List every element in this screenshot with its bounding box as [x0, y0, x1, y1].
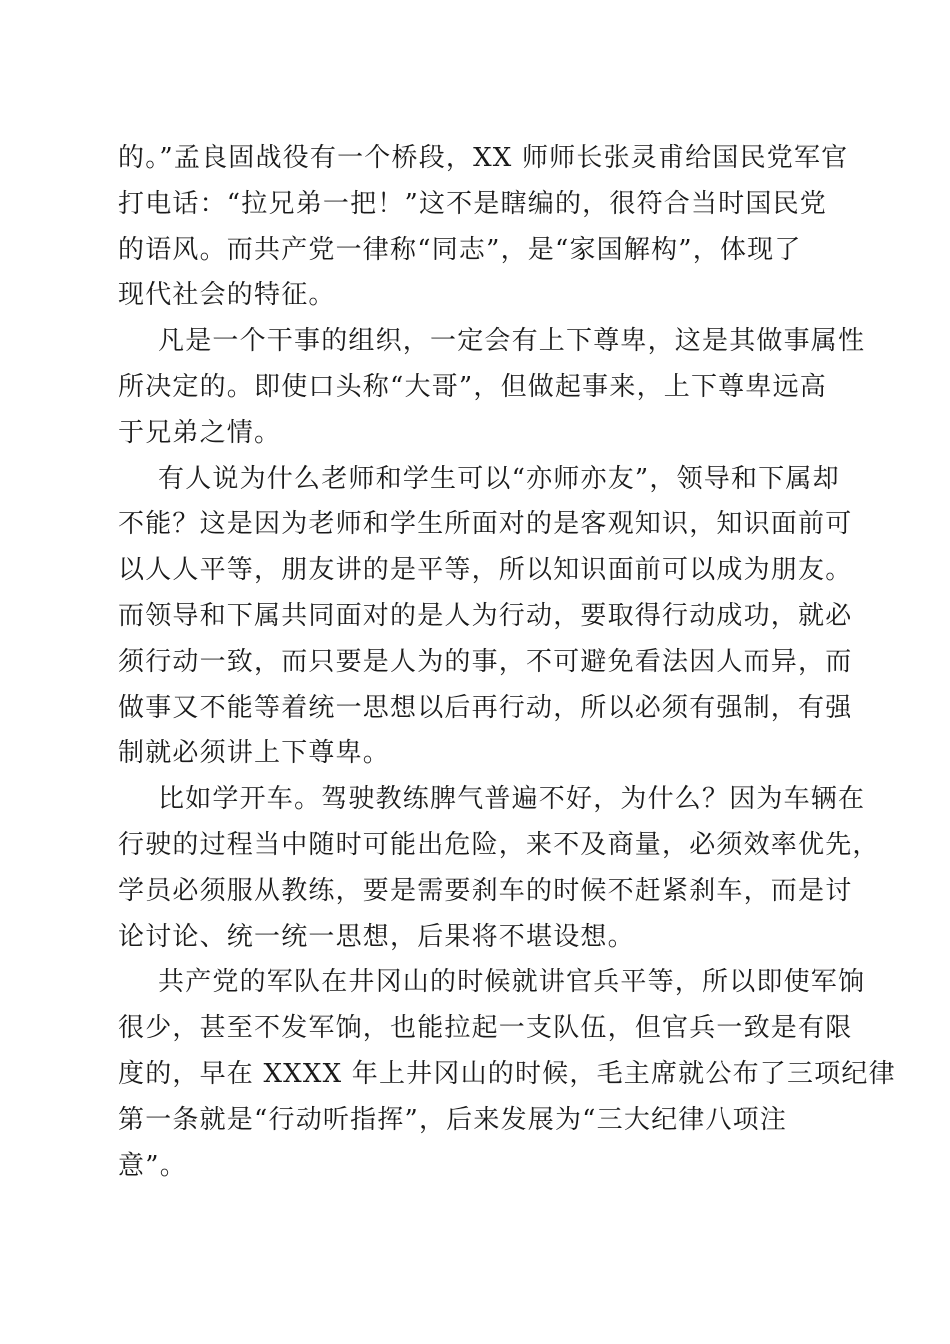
paragraph-3-line-4: 而领导和下属共同面对的是人为行动，要取得行动成功，就必 — [118, 600, 853, 631]
paragraph-3-line-5: 须行动一致，而只要是人为的事，不可避免看法因人而异，而 — [118, 646, 853, 677]
paragraph-2-line-1: 凡是一个干事的组织，一定会有上下尊卑，这是其做事属性 — [158, 326, 866, 357]
paragraph-3-line-1: 有人说为什么老师和学生可以“亦师亦友”，领导和下属却 — [158, 463, 840, 494]
document-body — [118, 136, 896, 1189]
paragraph-5-line-3: 度的，早在 XXXX 年上井冈山的时候，毛主席就公布了三项纪律 — [118, 1058, 896, 1089]
paragraph-3-line-6: 做事又不能等着统一思想以后再行动，所以必须有强制，有强 — [118, 692, 853, 723]
paragraph-4-line-4: 论讨论、统一统一思想，后果将不堪设想。 — [118, 921, 635, 952]
paragraph-4-line-1: 比如学开车。驾驶教练脾气普遍不好，为什么？因为车辆在 — [158, 784, 866, 815]
paragraph-5-line-1: 共产党的军队在井冈山的时候就讲官兵平等，所以即使军饷 — [158, 967, 866, 998]
paragraph-3-line-2: 不能？这是因为老师和学生所面对的是客观知识，知识面前可 — [118, 509, 853, 540]
paragraph-1-line-3: 的语风。而共产党一律称“同志”，是“家国解构”，体现了 — [118, 234, 802, 265]
paragraph-2-line-2: 所决定的。即使口头称“大哥”，但做起事来，上下尊卑远高 — [118, 371, 827, 402]
paragraph-1-line-4: 现代社会的特征。 — [118, 280, 336, 311]
paragraph-1-line-2: 打电话：“拉兄弟一把！”这不是瞎编的，很符合当时国民党 — [118, 188, 827, 219]
paragraph-5-line-4: 第一条就是“行动听指挥”，后来发展为“三大纪律八项注 — [118, 1104, 788, 1135]
paragraph-1-line-1: 的。”孟良固战役有一个桥段，XX 师师长张灵甫给国民党军官 — [118, 143, 849, 173]
paragraph-5-line-2: 很少，甚至不发军饷，也能拉起一支队伍，但官兵一致是有限 — [118, 1013, 853, 1044]
paragraph-4-line-2: 行驶的过程当中随时可能出危险，来不及商量，必须效率优先， — [118, 829, 880, 860]
paragraph-3-line-7: 制就必须讲上下尊卑。 — [118, 738, 391, 769]
paragraph-3-line-3: 以人人平等，朋友讲的是平等，所以知识面前可以成为朋友。 — [118, 555, 853, 586]
paragraph-4-line-3: 学员必须服从教练，要是需要刹车的时候不赶紧刹车，而是讨 — [118, 875, 853, 906]
paragraph-5-line-5: 意”。 — [118, 1150, 187, 1181]
paragraph-2-line-3: 于兄弟之情。 — [118, 417, 282, 448]
